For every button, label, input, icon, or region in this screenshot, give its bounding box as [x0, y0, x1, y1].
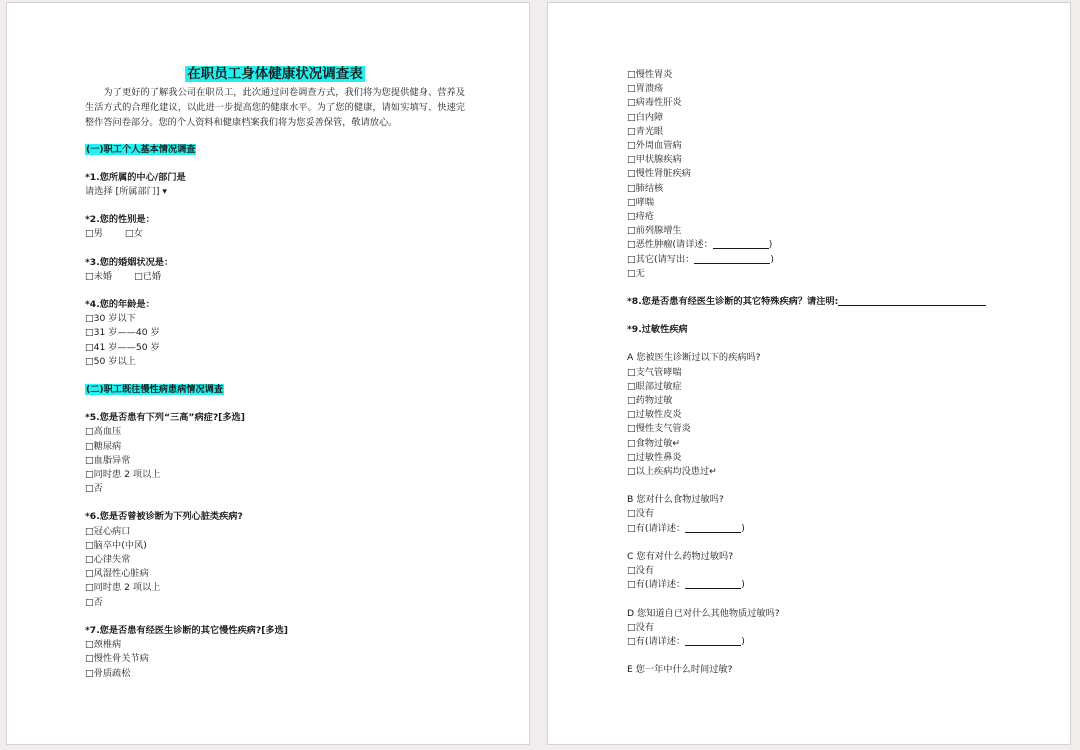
department-select[interactable]: 请选择 [所属部门] ▾	[85, 186, 167, 198]
question-3-label: *3.您的婚姻状况是：	[85, 256, 174, 268]
gender-options	[85, 227, 465, 241]
detail-blank[interactable]	[685, 522, 741, 533]
question-8	[627, 295, 1027, 309]
close-paren: )	[741, 635, 745, 647]
option-two-or-more[interactable]: □同时患 2 项以上	[85, 582, 161, 594]
option-yes-detail[interactable]	[627, 635, 1027, 649]
section-chronic-text: (二)职工既往慢性病患病情况调查	[86, 384, 224, 396]
option-age-over-50[interactable]: □50 岁以上	[85, 355, 136, 367]
option-age-under-30[interactable]: □30 岁以下	[85, 313, 136, 325]
option-allergic-rhinitis[interactable]: □过敏性鼻炎	[627, 451, 682, 463]
option-glaucoma[interactable]: □青光眼	[627, 125, 664, 137]
option-food-allergy[interactable]: □食物过敏↵	[627, 437, 681, 449]
option-other-label: □其它(请写出：	[627, 253, 695, 265]
option-arrhythmia[interactable]: □心律失常	[85, 554, 131, 566]
option-yes-label: □有(请详述：	[627, 579, 686, 591]
option-gastric-ulcer[interactable]: □胃溃疡	[627, 83, 664, 95]
question-2-label: *2.您的性别是：	[85, 214, 155, 226]
option-no[interactable]: □否	[85, 596, 103, 608]
question-6	[85, 510, 465, 609]
page-2-content	[627, 68, 1027, 677]
option-allergic-dermatitis[interactable]: □过敏性皮炎	[627, 409, 682, 421]
option-osteoporosis[interactable]: □骨质疏松	[85, 667, 131, 679]
option-unmarried[interactable]: □未婚	[85, 270, 113, 282]
option-yes-detail[interactable]	[627, 578, 1027, 592]
question-3	[85, 256, 465, 284]
option-none[interactable]: □无	[627, 267, 645, 279]
option-coronary[interactable]: □冠心病口	[85, 525, 131, 537]
question-9e-label: E 您一年中什么时间过敏?	[627, 664, 733, 676]
option-chronic-bronchitis[interactable]: □慢性支气管炎	[627, 423, 691, 435]
option-no[interactable]: □否	[85, 483, 103, 495]
option-cervical[interactable]: □颈椎病	[85, 639, 122, 651]
question-9c	[627, 550, 1027, 593]
question-7	[85, 624, 465, 681]
option-stroke[interactable]: □脑卒中(中风)	[85, 539, 147, 551]
option-bronchial-asthma[interactable]: □支气管哮喘	[627, 366, 682, 378]
document-title	[85, 65, 465, 83]
option-other[interactable]	[627, 253, 1027, 267]
option-eye-allergy[interactable]: □眼部过敏症	[627, 380, 682, 392]
question-1	[85, 171, 465, 199]
option-yes-detail[interactable]	[627, 522, 1027, 536]
option-two-or-more[interactable]: □同时患 2 项以上	[85, 469, 161, 481]
close-paren: )	[768, 239, 773, 251]
question-9a-label: A 您被医生诊断过以下的疾病吗?	[627, 352, 761, 364]
option-age-31-40[interactable]: □31 岁——40 岁	[85, 327, 160, 339]
option-no[interactable]: □没有	[627, 565, 655, 577]
option-yes-label: □有(请详述：	[627, 635, 686, 647]
question-9c-label: C 您有对什么药物过敏吗?	[627, 550, 734, 562]
question-7-continued	[627, 68, 1027, 281]
option-drug-allergy[interactable]: □药物过敏	[627, 395, 673, 407]
question-9b	[627, 493, 1027, 536]
question-9b-label: B 您对什么食物过敏吗?	[627, 494, 724, 506]
option-none-of-above[interactable]: □以上疾病均没患过↵	[627, 466, 717, 478]
close-paren: )	[741, 579, 745, 591]
other-detail-blank[interactable]	[694, 253, 770, 264]
question-9d	[627, 607, 1027, 650]
question-5-label: *5.您是否患有下列“三高”病症?[多选]	[85, 412, 245, 424]
question-9-label: *9.过敏性疾病	[627, 324, 688, 336]
option-cataract[interactable]: □白内障	[627, 111, 664, 123]
option-hypertension[interactable]: □高血压	[85, 426, 122, 438]
option-tuberculosis[interactable]: □肺结核	[627, 182, 664, 194]
option-yes-label: □有(请详述：	[627, 522, 686, 534]
tumor-detail-blank[interactable]	[713, 238, 769, 249]
question-4	[85, 298, 465, 369]
close-paren: )	[741, 522, 745, 534]
option-age-41-50[interactable]: □41 岁——50 岁	[85, 341, 160, 353]
intro-paragraph: 为了更好的了解我公司在职员工，此次通过问卷调查方式，我们将为您提供健身、营养及生活方式的合理化建议，以此进一步提高您的健康水平。为了您的健康，请如实填写、快速完整作答问卷部分。您的个人资料和健康档案我们将为您妥善保管，敬请放心。	[85, 87, 465, 129]
question-9	[627, 323, 1027, 337]
option-viral-hepatitis[interactable]: □病毒性肝炎	[627, 97, 682, 109]
document-page-1	[6, 2, 530, 745]
page-1-content	[85, 3, 465, 681]
option-diabetes[interactable]: □糖尿病	[85, 440, 122, 452]
detail-blank[interactable]	[685, 578, 741, 589]
option-chronic-gastritis[interactable]: □慢性胃炎	[627, 69, 673, 80]
close-paren: )	[770, 253, 774, 265]
question-4-label: *4.您的年龄是：	[85, 299, 155, 311]
option-osteoarthropathy[interactable]: □慢性骨关节病	[85, 653, 149, 665]
document-page-2	[547, 2, 1071, 745]
question-5	[85, 411, 465, 496]
question-9e	[627, 663, 1027, 677]
section-basic-info-heading	[85, 143, 465, 157]
option-asthma[interactable]: □哮喘	[627, 196, 655, 208]
option-female[interactable]: □女	[124, 228, 143, 240]
option-thyroid[interactable]: □甲状腺疾病	[627, 154, 682, 166]
question-8-label	[627, 295, 1027, 309]
question-2	[85, 213, 465, 241]
question-1-label: *1.您所属的中心/部门是	[85, 171, 186, 183]
option-prostate[interactable]: □前列腺增生	[627, 225, 682, 237]
option-no[interactable]: □没有	[627, 621, 655, 633]
question-9a	[627, 351, 1027, 479]
option-malignant-tumor[interactable]	[627, 238, 1027, 252]
option-peripheral-vascular[interactable]: □外周血管病	[627, 140, 682, 152]
section-chronic-heading	[85, 383, 465, 397]
special-disease-blank[interactable]	[838, 295, 986, 306]
marital-options	[85, 270, 465, 284]
question-8-text: *8.您是否患有经医生诊断的其它特殊疾病？请注明:	[627, 296, 839, 308]
option-dyslipidemia[interactable]: □血脂异常	[85, 454, 131, 466]
question-9d-label: D 您知道自已对什么其他物质过敏吗?	[627, 607, 780, 619]
option-hemorrhoids[interactable]: □痔疮	[627, 211, 655, 223]
option-no[interactable]: □没有	[627, 508, 655, 520]
question-6-label: *6.您是否曾被诊断为下列心脏类疾病?	[85, 511, 243, 523]
section-basic-info-text: (一)职工个人基本情况调查	[86, 143, 196, 155]
document-title-text: 在职员工身体健康状况调查表	[187, 66, 363, 82]
option-malignant-tumor-label: □恶性肿瘤(请详述：	[627, 239, 713, 251]
option-male[interactable]: □男	[85, 228, 103, 240]
option-married[interactable]: □已婚	[134, 270, 162, 282]
detail-blank[interactable]	[685, 635, 741, 646]
option-chronic-kidney[interactable]: □慢性肾脏疾病	[627, 168, 691, 180]
option-rheumatic-heart[interactable]: □风湿性心脏病	[85, 568, 149, 580]
question-7-label: *7.您是否患有经医生诊断的其它慢性疾病?[多选]	[85, 624, 288, 636]
